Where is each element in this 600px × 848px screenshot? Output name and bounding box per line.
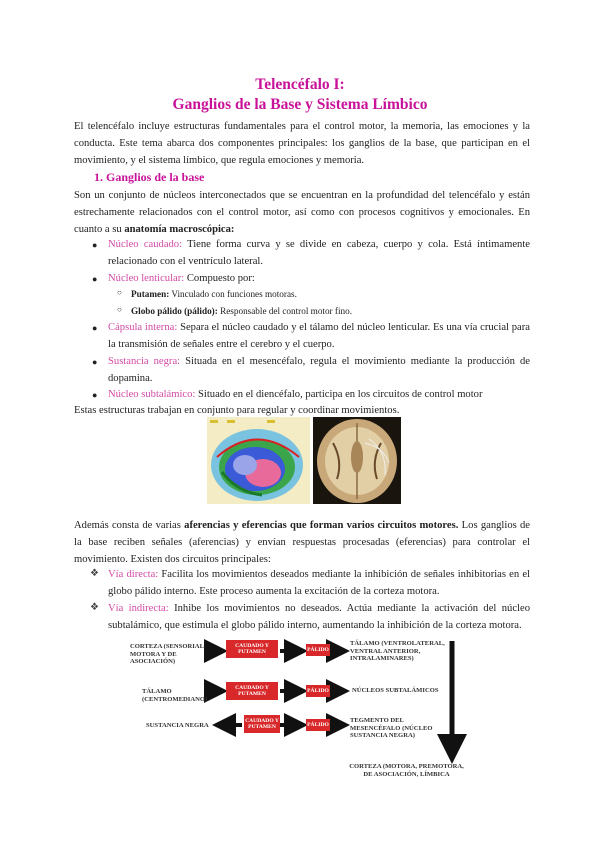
bullet-circle: ○ bbox=[117, 305, 122, 314]
diagram-palido-label: PÁLIDO bbox=[307, 647, 329, 653]
circuit-term: Vía directa: bbox=[108, 569, 159, 580]
diagram-left-label: TÁLAMO (CENTROMEDIANO) bbox=[142, 688, 208, 703]
circuit-item bbox=[108, 600, 530, 634]
bullet-dot: ● bbox=[92, 323, 98, 333]
list-item bbox=[108, 319, 530, 353]
after-list-text: Estas estructuras trabajan en conjunto para regular y coordinar movimientos. bbox=[74, 405, 400, 416]
sub-item-term: Putamen: bbox=[131, 289, 170, 299]
circuit-text: Facilita los movimientos deseados mediante la inhibición de señales inhibitorias en el globo pálido interno. Este proceso aumenta la excitación de la corteza motora. bbox=[108, 569, 530, 597]
sub-list-item bbox=[131, 304, 352, 318]
sub-item-text: Responsable del control motor fino. bbox=[217, 306, 353, 316]
diagram-right-label: TEGMENTO DEL MESENCÉFALO (NÚCLEO SUSTANCIA NEGRA) bbox=[350, 717, 433, 739]
bullet-dot: ● bbox=[92, 240, 98, 250]
diagram-box-label: CAUDADO Y PUTAMEN bbox=[235, 685, 269, 697]
diagram-palido-label: PÁLIDO bbox=[307, 722, 329, 728]
sub-list-item bbox=[131, 287, 297, 301]
list-item bbox=[108, 236, 530, 270]
diagram-left-label: SUSTANCIA NEGRA bbox=[146, 722, 209, 729]
list-item-text: Situado en el diencéfalo, participa en los circuitos de control motor bbox=[195, 389, 483, 400]
diagram-right-label: TÁLAMO (VENTROLATERAL, VENTRAL ANTERIOR, INTRALAMINARES) bbox=[350, 640, 445, 662]
brain-section-photo bbox=[313, 417, 401, 504]
circuits-text-bold: aferencias y eferencias que forman varios circuitos motores. bbox=[184, 520, 459, 531]
basal-ganglia-illustration bbox=[207, 417, 310, 504]
sub-item-text: Vinculado con funciones motoras. bbox=[169, 289, 297, 299]
list-item-text: Separa el núcleo caudado y el tálamo del núcleo lenticular. Es una vía crucial para la transmisión de señales entre el cerebro y el cuerpo. bbox=[108, 322, 530, 350]
diagram-box-label: CAUDADO Y PUTAMEN bbox=[245, 718, 279, 730]
sub-item-term: Globo pálido (pálido): bbox=[131, 306, 218, 316]
diagram-bottom-label: CORTEZA (MOTORA, PREMOTORA, DE ASOCIACIÓN, LÍMBICA bbox=[349, 763, 464, 778]
section-paragraph-bold: anatomía macroscópica: bbox=[124, 224, 235, 235]
list-item-term: Núcleo lenticular: bbox=[108, 273, 185, 284]
list-item-term: Cápsula interna: bbox=[108, 322, 178, 333]
circuits-paragraph bbox=[74, 517, 530, 568]
section-paragraph bbox=[74, 187, 530, 238]
list-item-term: Núcleo subtalámico: bbox=[108, 389, 196, 400]
circuit-item bbox=[108, 566, 530, 600]
circuits-text-a: Además consta de varias bbox=[74, 520, 185, 531]
diagram-box-label: CAUDADO Y PUTAMEN bbox=[235, 643, 269, 655]
diagram-right-label: NÚCLEOS SUBTALÁMICOS bbox=[352, 687, 439, 694]
title-line-1: Telencéfalo I: bbox=[255, 76, 345, 93]
circuit-diagram bbox=[130, 635, 475, 815]
list-item bbox=[108, 353, 530, 387]
list-item bbox=[108, 386, 530, 403]
diagram-palido-label: PÁLIDO bbox=[307, 688, 329, 694]
circuit-term: Vía indirecta: bbox=[108, 603, 169, 614]
section-paragraph-text: Son un conjunto de núcleos interconectados que se encuentran en la profundidad del telencéfalo y están estrechamente relacionados con el control motor, así como con procesos cognitivos y emocionales. En cuanto a su bbox=[74, 190, 530, 235]
bullet-dot: ● bbox=[92, 357, 98, 367]
circuits-text-c: Los ganglios de la base reciben señales (aferencias) y envían respuestas procesadas (eferencias) para controlar el movimiento. Existen dos circuitos principales: bbox=[74, 520, 531, 565]
list-item-term: Sustancia negra: bbox=[108, 356, 181, 367]
list-item-term: Núcleo caudado: bbox=[108, 239, 183, 250]
list-item-text: Situada en el mesencéfalo, regula el movimiento mediante la producción de dopamina. bbox=[108, 356, 530, 384]
diagram-left-label: CORTEZA (SENSORIAL, MOTORA Y DE ASOCIACIÓN) bbox=[130, 643, 206, 665]
bullet-circle: ○ bbox=[117, 288, 122, 297]
bullet-dot: ● bbox=[92, 390, 98, 400]
list-item-text: Tiene forma curva y se divide en cabeza, cuerpo y cola. Está íntimamente relacionado con el ventrículo lateral. bbox=[108, 239, 530, 267]
circuit-text: Inhibe los movimientos no deseados. Actúa mediante la activación del núcleo subtalámico, que estimula el globo pálido interno, aumentando la inhibición de la corteza motora. bbox=[108, 603, 530, 631]
diamond-bullet: ❖ bbox=[90, 602, 99, 613]
bullet-dot: ● bbox=[92, 274, 98, 284]
list-item-text: Compuesto por: bbox=[184, 273, 255, 284]
intro-paragraph: El telencéfalo incluye estructuras fundamentales para el control motor, la memoria, las emociones y la conducta. Este tema abarca dos componentes principales: los ganglios de la base, que participan en el movimiento, y el sistema límbico, que regula emociones y memoria. bbox=[74, 121, 530, 166]
section-heading: 1. Ganglios de la base bbox=[94, 170, 205, 184]
diamond-bullet: ❖ bbox=[90, 568, 99, 579]
list-item bbox=[108, 270, 530, 287]
title-line-2: Ganglios de la Base y Sistema Límbico bbox=[172, 96, 428, 113]
